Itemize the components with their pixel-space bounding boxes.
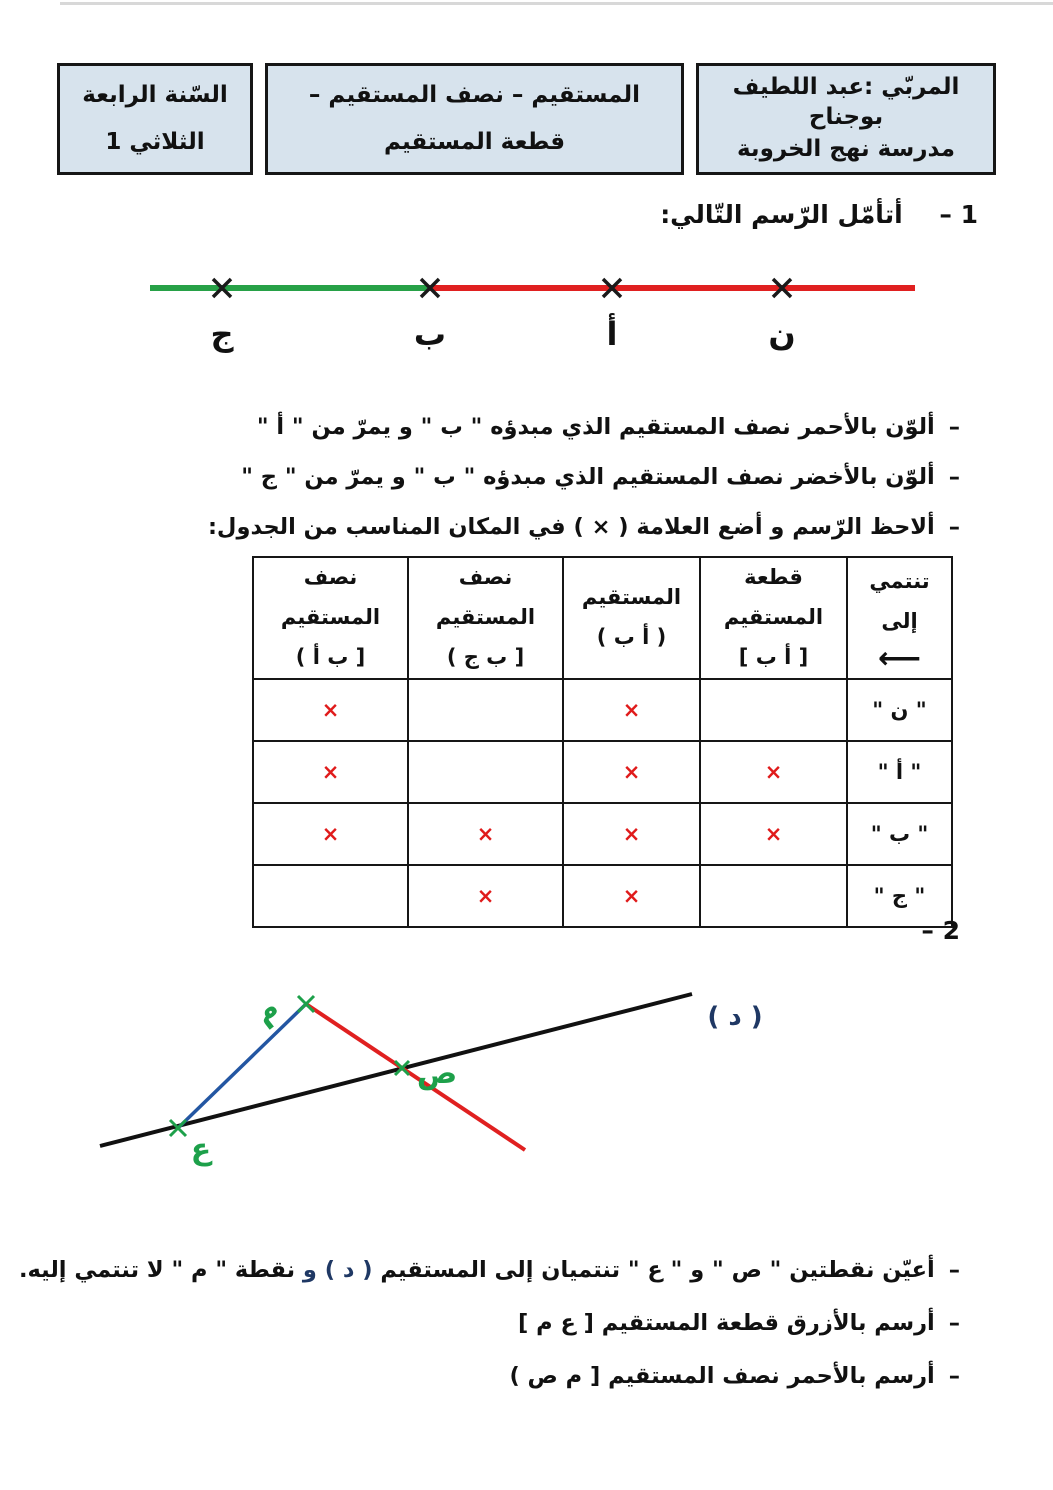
school-name: مدرسة نهج الخروبة: [736, 136, 956, 163]
instruction-text: ألوّن بالأحمر نصف المستقيم الذي مبدؤه " ب " و يمرّ من " أ ": [256, 414, 935, 440]
mark-cell[interactable]: [408, 741, 563, 803]
instruction-text: أرسم بالأزرق قطعة المستقيم [ ع م ]: [518, 1310, 935, 1336]
section1-number: 1 –: [939, 200, 978, 229]
row-label: " ن ": [847, 679, 952, 741]
header-table: [57, 63, 996, 175]
line-d-reference: ( د ) و: [302, 1257, 373, 1283]
mark-cell[interactable]: [700, 865, 847, 927]
mark-cell[interactable]: ×: [700, 741, 847, 803]
left-arrow-icon: ⟵: [877, 640, 921, 676]
red-ray-m-sad: [306, 1004, 525, 1150]
table-header-row: [253, 557, 952, 679]
table-row: [253, 679, 952, 741]
instruction-text: ألاحظ الرّسم و أضع العلامة ( × ) في المكان المناسب من الجدول:: [207, 514, 935, 540]
column-name: نصف المستقيم: [435, 565, 536, 629]
line-d: [100, 994, 692, 1146]
mark-cell[interactable]: ×: [253, 803, 408, 865]
mark-cell[interactable]: [253, 865, 408, 927]
mark-cell[interactable]: ×: [408, 865, 563, 927]
mark-cell[interactable]: [700, 679, 847, 741]
column-name: المستقيم: [581, 584, 682, 609]
row-label: " ب ": [847, 803, 952, 865]
bullet-dash: –: [948, 414, 960, 440]
mark-cell[interactable]: ×: [563, 679, 700, 741]
bullet-dash: –: [948, 464, 960, 490]
lesson-title-line2: قطعة المستقيم: [383, 128, 566, 155]
bullet-dash: –: [948, 1363, 960, 1389]
column-notation: [ أ ب ]: [738, 644, 809, 669]
point-label-ain: ع: [190, 1132, 212, 1167]
mark-cell[interactable]: ×: [253, 679, 408, 741]
point-label-jim: ج: [210, 315, 234, 353]
column-name: قطعة المستقيم: [723, 565, 824, 629]
column-header-ray-ba: [253, 557, 408, 679]
instruction-identify-points: [19, 1244, 960, 1297]
mark-cell[interactable]: ×: [563, 803, 700, 865]
column-header-line: [563, 557, 700, 679]
line-d-label: ( د ): [707, 1002, 763, 1032]
instruction-draw-red-ray: [19, 1350, 960, 1403]
trimester: الثلاثي 1: [105, 128, 205, 155]
header-cell-lesson: [265, 63, 684, 175]
bullet-dash: –: [948, 1310, 960, 1336]
bullet-dash: –: [948, 514, 960, 540]
header-cell-year: [57, 63, 253, 175]
table-row: [253, 741, 952, 803]
lesson-title-line1: المستقيم – نصف المستقيم –: [308, 81, 641, 108]
instruction-text: ألوّن بالأخضر نصف المستقيم الذي مبدؤه " ب " و يمرّ من " ج ": [241, 464, 935, 490]
point-label-nun: ن: [768, 315, 796, 353]
column-notation: [ ب أ ): [295, 644, 366, 669]
point-label-sad: ص: [416, 1056, 458, 1091]
column-notation: ( أ ب ): [596, 624, 667, 649]
instruction-text: أرسم بالأحمر نصف المستقيم [ م ص ): [509, 1363, 935, 1389]
section1-heading: [660, 200, 978, 229]
green-cross-marks: [170, 996, 409, 1136]
column-notation: [ ب ج ): [446, 644, 525, 669]
mark-cell[interactable]: [408, 679, 563, 741]
mark-cell[interactable]: ×: [408, 803, 563, 865]
point-label-m: م: [247, 990, 286, 1032]
point-label-alif: أ: [606, 315, 618, 353]
section1-instructions: [208, 402, 960, 552]
corner-header-cell: [847, 557, 952, 679]
table-row: [253, 865, 952, 927]
membership-table: [252, 556, 953, 928]
instruction-color-red-ray: [208, 402, 960, 452]
scan-artifact: [60, 2, 1053, 5]
header-cell-teacher: [696, 63, 996, 175]
mark-cell[interactable]: ×: [253, 741, 408, 803]
instruction-color-green-ray: [208, 452, 960, 502]
section2-instructions: [19, 1244, 960, 1403]
instruction-text: أعيّن نقطتين " ص " و " ع " تنتميان إلى المستقيم: [372, 1257, 935, 1283]
column-header-ray-bj: [408, 557, 563, 679]
bullet-dash: –: [948, 1257, 960, 1283]
instruction-fill-table: [208, 502, 960, 552]
mark-cell[interactable]: ×: [563, 741, 700, 803]
teacher-name: المربّي :عبد اللطيف بوجناح: [732, 74, 960, 130]
figure-line-d-diagram: [85, 975, 795, 1175]
instruction-draw-blue-segment: [19, 1297, 960, 1350]
row-label: " أ ": [847, 741, 952, 803]
point-label-ba: ب: [413, 315, 447, 353]
table-row: [253, 803, 952, 865]
row-label: " ج ": [847, 865, 952, 927]
mark-cell[interactable]: ×: [700, 803, 847, 865]
instruction-text: نقطة " م " لا تنتمي إليه.: [18, 1257, 303, 1283]
section1-title: أتأمّل الرّسم التّالي:: [660, 200, 903, 229]
mark-cell[interactable]: ×: [563, 865, 700, 927]
figure-line-ray-diagram: [95, 250, 965, 355]
corner-title: تنتمي إلى: [869, 568, 930, 633]
school-year: السّنة الرابعة: [82, 81, 228, 108]
section2-number: 2 –: [921, 916, 960, 945]
column-header-segment: [700, 557, 847, 679]
column-name: نصف المستقيم: [280, 565, 381, 629]
